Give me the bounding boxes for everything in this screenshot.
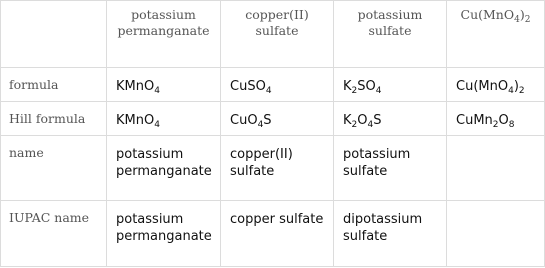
row-label-text: name (9, 145, 44, 160)
text-part: S (263, 113, 272, 128)
cell-value (334, 136, 446, 180)
row-label (1, 68, 107, 102)
text-part: ) (519, 7, 525, 22)
table-cell (447, 68, 545, 102)
text-part: potassium permanganate (116, 212, 212, 244)
table-row (1, 136, 545, 201)
text-part: S (373, 113, 382, 128)
cell-value (334, 68, 446, 95)
column-header (447, 1, 545, 68)
cell-value (447, 201, 544, 211)
subscript: 4 (154, 86, 160, 96)
subscript: 4 (508, 86, 514, 96)
column-header-text (221, 1, 333, 39)
cell-value (334, 201, 446, 245)
cell-value (221, 102, 333, 129)
row-label (1, 201, 107, 267)
subscript: 2 (524, 15, 531, 25)
table-row (1, 201, 545, 267)
text-part: ) (513, 79, 519, 94)
text-part: O (498, 113, 509, 128)
table-cell (221, 201, 334, 267)
subscript: 4 (375, 86, 382, 96)
table-row (1, 102, 545, 136)
table-cell (334, 136, 447, 201)
text-part: potassium permanganate (117, 7, 210, 38)
subscript: 4 (367, 120, 374, 130)
cell-value (221, 136, 333, 180)
text-part: SO (357, 79, 376, 94)
cell-value (221, 68, 333, 95)
column-header-text (334, 1, 446, 39)
table-cell (334, 201, 447, 267)
text-part: KMnO (116, 113, 155, 128)
text-part: copper(II) sulfate (230, 147, 293, 179)
cell-value (334, 102, 446, 129)
text-part: potassium permanganate (116, 147, 212, 179)
cell-value (447, 136, 544, 146)
column-header-text (107, 1, 220, 39)
text-part: potassium sulfate (343, 147, 411, 179)
table-cell (221, 136, 334, 201)
cell-value (447, 68, 544, 95)
text-part: CuSO (230, 79, 266, 94)
table-cell (447, 136, 545, 201)
table-cell (447, 102, 545, 136)
subscript: 2 (351, 120, 358, 130)
column-header-text (447, 1, 544, 23)
subscript: 4 (514, 15, 520, 25)
cell-value (107, 136, 220, 180)
text-part: CuO (230, 113, 258, 128)
text-part: O (357, 113, 368, 128)
text-part: KMnO (116, 79, 155, 94)
table-cell (334, 68, 447, 102)
cell-value (107, 201, 220, 245)
cell-value (447, 102, 544, 129)
table-row (1, 68, 545, 102)
cell-value (221, 201, 333, 228)
cell-value (107, 102, 220, 129)
table-cell (107, 68, 221, 102)
row-label-text: Hill formula (9, 111, 86, 126)
text-part: K (343, 113, 352, 128)
cell-value (107, 68, 220, 95)
corner-cell (1, 1, 107, 68)
row-label (1, 102, 107, 136)
column-header (221, 1, 334, 68)
table-cell (221, 68, 334, 102)
row-label-text: formula (9, 77, 59, 92)
row-label (1, 136, 107, 201)
text-part: Cu(MnO (456, 79, 509, 94)
text-part: CuMn (456, 113, 493, 128)
subscript: 4 (257, 120, 264, 130)
subscript: 2 (518, 86, 525, 96)
subscript: 2 (492, 120, 499, 130)
table-cell (447, 201, 545, 267)
text-part: potassium sulfate (357, 7, 423, 38)
text-part: dipotassium sulfate (343, 212, 423, 244)
text-part: copper sulfate (230, 212, 324, 227)
table-cell (334, 102, 447, 136)
text-part: copper(II) sulfate (245, 7, 309, 38)
column-header (107, 1, 221, 68)
column-header (334, 1, 447, 68)
text-part: Cu(MnO (460, 7, 515, 22)
table-cell (107, 201, 221, 267)
subscript: 8 (508, 120, 515, 130)
table-cell (107, 102, 221, 136)
text-part: K (343, 79, 352, 94)
table-cell (107, 136, 221, 201)
subscript: 4 (265, 86, 272, 96)
table-cell (221, 102, 334, 136)
row-label-text: IUPAC name (9, 210, 90, 225)
subscript: 2 (351, 86, 358, 96)
subscript: 4 (154, 120, 160, 130)
header-row (1, 1, 545, 68)
